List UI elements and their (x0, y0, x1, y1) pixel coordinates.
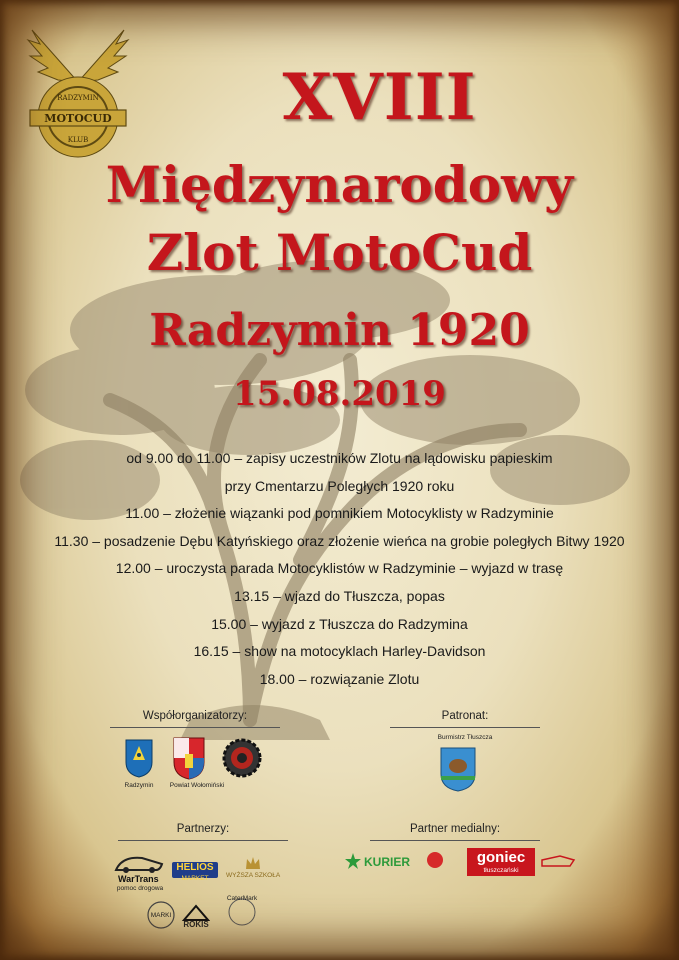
catermark-caption: CaterMark (226, 895, 258, 902)
schedule-item: 18.00 – rozwiązanie Zlotu (259, 670, 420, 687)
rokis-caption: ROKIS (183, 920, 209, 929)
schedule-item: 13.15 – wjazd do Tłuszcza, popas (234, 587, 445, 604)
goniec-caption: tłuszczański (483, 867, 519, 874)
tluszcz-crest-icon (439, 746, 477, 792)
wyzsza-caption: WYŻSZA SZKOŁA (226, 872, 281, 879)
gear-club-icon (222, 738, 262, 778)
patronage-rule (390, 727, 540, 728)
helios-wordmark: HELIOS (172, 862, 218, 878)
schedule-item: 11.00 – złożenie wiązanki pod pomnikiem Motocyklisty w Radzyminie (125, 505, 554, 522)
marki-caption: MARKI (150, 912, 172, 919)
patronage-label: Patronat: (441, 710, 489, 722)
schedule-item: 16.15 – show na motocyklach Harley-Davidson (193, 643, 486, 660)
kurier-wordmark: KURIER (364, 855, 411, 869)
logo-top-text: RADZYMIN (57, 94, 99, 102)
schedule-item: 12.00 – uroczysta parada Motocyklistów w Radzyminie – wyjazd w trasę (115, 560, 564, 577)
title-radzymin: Radzymin 1920 (149, 305, 530, 356)
kurier-star-icon (344, 852, 362, 870)
event-date: 15.08.2019 (233, 374, 446, 414)
radzymin-caption: Radzymin (124, 782, 154, 789)
partners-label: Partnerzy: (176, 823, 230, 835)
wolominski-crest-icon (172, 736, 206, 780)
wartrans-wordmark: WarTrans (118, 874, 159, 884)
schedule-item: od 9.00 do 11.00 – zapisy uczestników Zlotu na lądowisku papieskim (126, 450, 553, 466)
edition-number: XVIII (282, 60, 477, 135)
wolominski-caption: Powiat Wołomiński (169, 782, 225, 789)
partners-rule (118, 840, 288, 841)
schedule-item: 15.00 – wyjazd z Tłuszcza do Radzymina (211, 615, 468, 632)
co-organizers-label: Współorganizatorzy: (142, 710, 248, 722)
schedule (0, 445, 679, 693)
wartrans-caption: pomoc drogowa (116, 885, 164, 892)
kurier-badge-icon (426, 851, 444, 869)
patronage-caption: Burmistrz Tłuszcza (437, 734, 493, 741)
media-partner-rule (370, 840, 540, 841)
train-icon (540, 852, 576, 872)
schedule-item: przy Cmentarzu Poległych 1920 roku (224, 477, 455, 494)
helios-caption: MARKET (181, 875, 209, 882)
crown-icon (244, 855, 262, 871)
title-international: Międzynarodowy (105, 155, 574, 214)
schedule-item: 11.30 – posadzenie Dębu Katyńskiego oraz złożenie wieńca na grobie poległych Bitwy 1920 (54, 532, 625, 549)
title-rally: Zlot MotoCud (146, 223, 533, 282)
tow-truck-icon (112, 852, 166, 874)
logo-bottom-text: KLUB (67, 136, 89, 144)
logo-band-text: MOTOCUD (44, 112, 112, 125)
co-organizers-rule (110, 727, 280, 728)
radzymin-crest-icon (124, 738, 154, 778)
goniec-wordmark: goniec (467, 848, 535, 876)
media-partner-label: Partner medialny: (409, 823, 501, 835)
